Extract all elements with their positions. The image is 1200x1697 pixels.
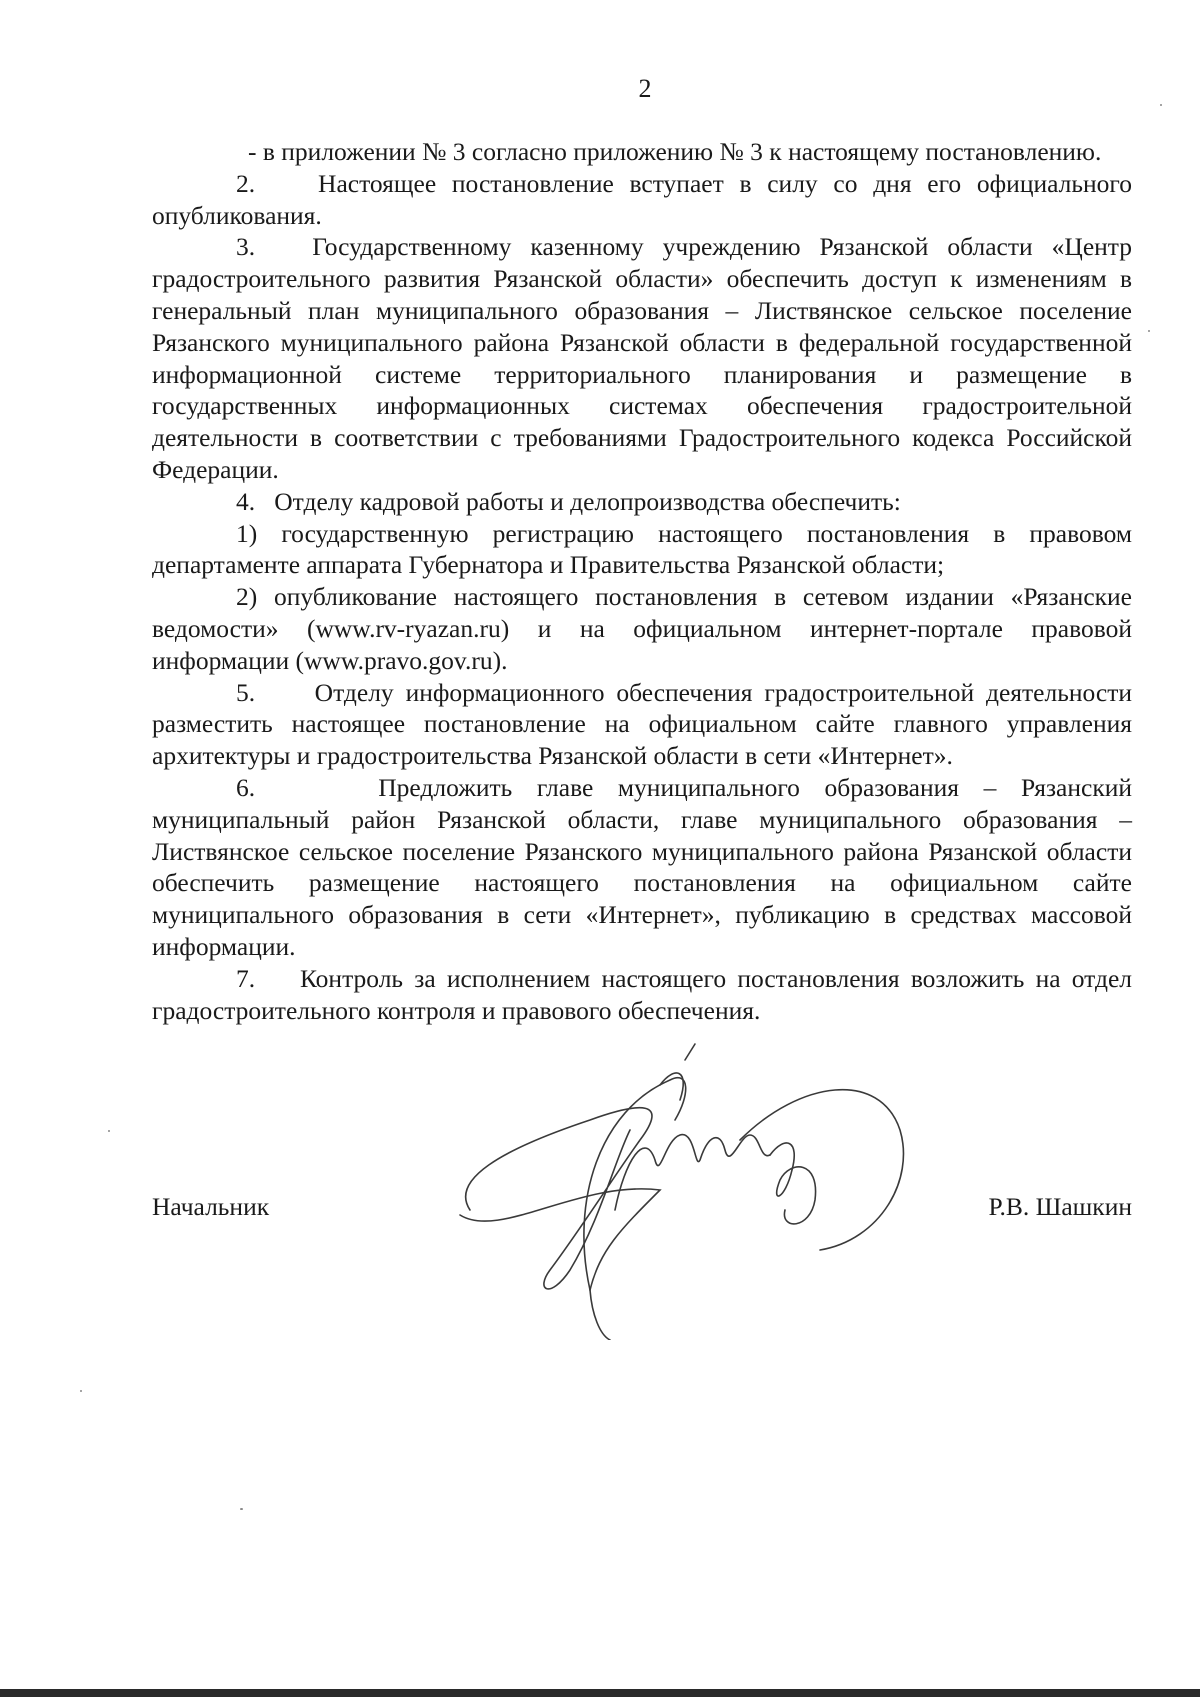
- scan-speck: [1148, 330, 1150, 332]
- paragraph-item-2: 2. Настоящее постановление вступает в силу со дня его официального опубликования.: [152, 168, 1132, 230]
- paragraph-item-4: 4. Отделу кадровой работы и делопроизводства обеспечить:: [236, 486, 901, 516]
- scan-speck: [80, 1390, 82, 1392]
- paragraph-subitem-2: 2) опубликование настоящего постановления в сетевом издании «Рязанские ведомости» (www.rv-ryazan.ru) и на официальном интернет-портале правовой информации (www.pravo.gov.ru).: [152, 582, 1132, 675]
- signatory-name: Р.В. Шашкин: [988, 1192, 1132, 1221]
- scan-speck: [1160, 104, 1162, 106]
- paragraph-item-6: 6. Предложить главе муниципального образования – Рязанский муниципальный район Рязанской области, главе муниципального образования – Листвянское сельское поселение Рязанского муниципального района Рязанской области обеспечить размещение настоящего постановления на официальном сайте муниципального образования в сети «Интернет», публикацию в средствах массовой информации.: [152, 772, 1132, 961]
- document-body: [152, 136, 1132, 1026]
- scan-speck: [108, 1130, 110, 1132]
- page-number: 2: [638, 74, 652, 103]
- signatory-title: Начальник: [152, 1192, 270, 1221]
- paragraph-subitem-1: 1) государственную регистрацию настоящего постановления в правовом департаменте аппарата Губернатора и Правительства Рязанской области;: [152, 518, 1132, 580]
- paragraph-item-3: 3. Государственному казенному учреждению Рязанской области «Центр градостроительного развития Рязанской области» обеспечить доступ к изменениям в генеральный план муниципального образования – Листвянское сельское поселение Рязанского муниципального района Рязанской области в федеральной государственной информационной системе территориального планирования и размещение в государственных информационных системах обеспечения градостроительной деятельности в соответствии с требованиями Градостроительного кодекса Российской Федерации.: [152, 232, 1132, 484]
- scan-speck: [240, 1508, 243, 1510]
- paragraph-appendix-3: - в приложении № 3 согласно приложению № 3 к настоящему постановлению.: [248, 137, 1102, 166]
- scan-edge: [0, 1689, 1200, 1697]
- paragraph-item-7: 7. Контроль за исполнением настоящего постановления возложить на отдел градостроительного контроля и правового обеспечения.: [152, 963, 1132, 1025]
- paragraph-item-5: 5. Отделу информационного обеспечения градостроительной деятельности разместить настоящее постановление на официальном сайте главного управления архитектуры и градостроительства Рязанской области в сети «Интернет».: [152, 677, 1132, 771]
- handwritten-signature: [440, 1040, 940, 1340]
